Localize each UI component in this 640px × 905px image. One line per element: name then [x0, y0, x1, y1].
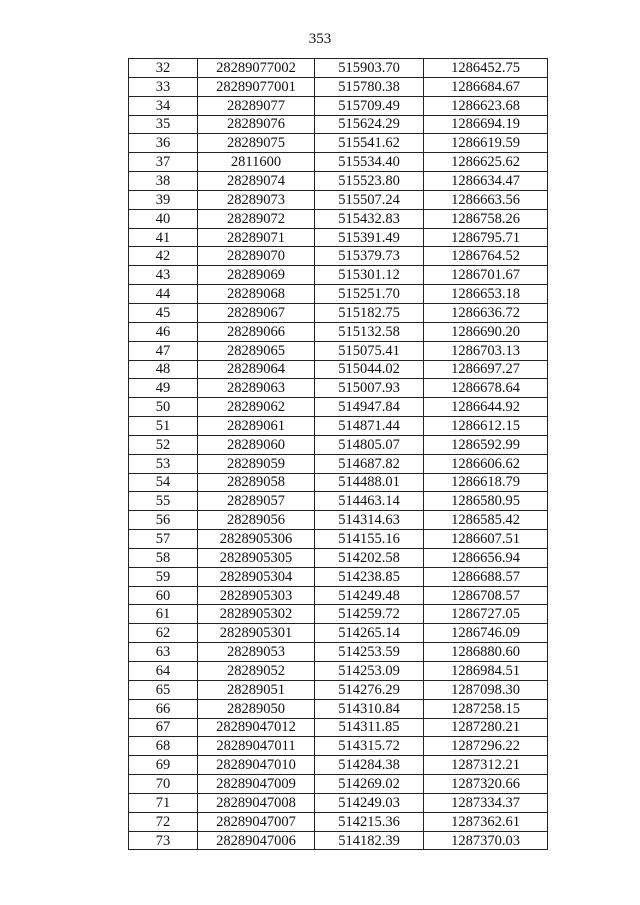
x-coordinate-cell: 515301.12	[315, 266, 424, 285]
y-coordinate-cell: 1286880.60	[424, 643, 548, 662]
table-row	[129, 209, 548, 228]
point-number-cell: 57	[129, 530, 198, 549]
point-id-cell: 28289070	[198, 247, 315, 266]
point-number-cell: 53	[129, 454, 198, 473]
point-number-cell: 66	[129, 699, 198, 718]
x-coordinate-cell: 515132.58	[315, 322, 424, 341]
point-number-cell: 65	[129, 680, 198, 699]
x-coordinate-cell: 514871.44	[315, 417, 424, 436]
x-coordinate-cell: 515075.41	[315, 341, 424, 360]
point-number-cell: 59	[129, 567, 198, 586]
y-coordinate-cell: 1286663.56	[424, 190, 548, 209]
point-number-cell: 61	[129, 605, 198, 624]
y-coordinate-cell: 1286625.62	[424, 153, 548, 172]
table-row	[129, 190, 548, 209]
y-coordinate-cell: 1286690.20	[424, 322, 548, 341]
point-number-cell: 54	[129, 473, 198, 492]
point-number-cell: 32	[129, 59, 198, 78]
table-row	[129, 322, 548, 341]
point-number-cell: 73	[129, 831, 198, 850]
y-coordinate-cell: 1286758.26	[424, 209, 548, 228]
table-row	[129, 775, 548, 794]
x-coordinate-cell: 514311.85	[315, 718, 424, 737]
point-number-cell: 67	[129, 718, 198, 737]
y-coordinate-cell: 1286634.47	[424, 172, 548, 191]
point-number-cell: 47	[129, 341, 198, 360]
point-id-cell: 28289052	[198, 662, 315, 681]
y-coordinate-cell: 1286708.57	[424, 586, 548, 605]
table-row	[129, 115, 548, 134]
point-id-cell: 28289047007	[198, 812, 315, 831]
point-id-cell: 28289061	[198, 417, 315, 436]
point-number-cell: 51	[129, 417, 198, 436]
x-coordinate-cell: 515523.80	[315, 172, 424, 191]
y-coordinate-cell: 1286618.79	[424, 473, 548, 492]
point-number-cell: 55	[129, 492, 198, 511]
x-coordinate-cell: 514259.72	[315, 605, 424, 624]
point-number-cell: 63	[129, 643, 198, 662]
point-number-cell: 37	[129, 153, 198, 172]
table-row	[129, 435, 548, 454]
point-id-cell: 28289058	[198, 473, 315, 492]
y-coordinate-cell: 1286585.42	[424, 511, 548, 530]
table-row	[129, 454, 548, 473]
point-id-cell: 28289064	[198, 360, 315, 379]
x-coordinate-cell: 515251.70	[315, 285, 424, 304]
y-coordinate-cell: 1286623.68	[424, 96, 548, 115]
point-number-cell: 71	[129, 793, 198, 812]
point-number-cell: 39	[129, 190, 198, 209]
y-coordinate-cell: 1286697.27	[424, 360, 548, 379]
table-row	[129, 77, 548, 96]
point-id-cell: 28289053	[198, 643, 315, 662]
x-coordinate-cell: 514276.29	[315, 680, 424, 699]
point-id-cell: 28289062	[198, 398, 315, 417]
y-coordinate-cell: 1287320.66	[424, 775, 548, 794]
point-number-cell: 42	[129, 247, 198, 266]
point-id-cell: 2828905304	[198, 567, 315, 586]
point-id-cell: 28289063	[198, 379, 315, 398]
point-id-cell: 28289077	[198, 96, 315, 115]
table-row	[129, 228, 548, 247]
y-coordinate-cell: 1286694.19	[424, 115, 548, 134]
x-coordinate-cell: 514687.82	[315, 454, 424, 473]
y-coordinate-cell: 1286688.57	[424, 567, 548, 586]
y-coordinate-cell: 1287362.61	[424, 812, 548, 831]
point-id-cell: 28289050	[198, 699, 315, 718]
point-id-cell: 2811600	[198, 153, 315, 172]
y-coordinate-cell: 1286656.94	[424, 548, 548, 567]
point-id-cell: 28289075	[198, 134, 315, 153]
x-coordinate-cell: 514284.38	[315, 756, 424, 775]
point-number-cell: 52	[129, 435, 198, 454]
point-id-cell: 28289047010	[198, 756, 315, 775]
x-coordinate-cell: 514310.84	[315, 699, 424, 718]
y-coordinate-cell: 1286701.67	[424, 266, 548, 285]
point-number-cell: 50	[129, 398, 198, 417]
table-row	[129, 379, 548, 398]
point-id-cell: 2828905302	[198, 605, 315, 624]
table-row	[129, 266, 548, 285]
table-row	[129, 567, 548, 586]
point-id-cell: 28289047006	[198, 831, 315, 850]
point-id-cell: 28289077001	[198, 77, 315, 96]
table-row	[129, 398, 548, 417]
point-id-cell: 28289068	[198, 285, 315, 304]
table-row	[129, 285, 548, 304]
y-coordinate-cell: 1286592.99	[424, 435, 548, 454]
table-row	[129, 793, 548, 812]
point-id-cell: 28289051	[198, 680, 315, 699]
y-coordinate-cell: 1287370.03	[424, 831, 548, 850]
point-number-cell: 68	[129, 737, 198, 756]
point-number-cell: 46	[129, 322, 198, 341]
point-number-cell: 45	[129, 303, 198, 322]
x-coordinate-cell: 514947.84	[315, 398, 424, 417]
point-id-cell: 2828905305	[198, 548, 315, 567]
y-coordinate-cell: 1287296.22	[424, 737, 548, 756]
x-coordinate-cell: 515903.70	[315, 59, 424, 78]
point-id-cell: 28289072	[198, 209, 315, 228]
x-coordinate-cell: 514182.39	[315, 831, 424, 850]
x-coordinate-cell: 514269.02	[315, 775, 424, 794]
y-coordinate-cell: 1286795.71	[424, 228, 548, 247]
x-coordinate-cell: 515182.75	[315, 303, 424, 322]
table-row	[129, 680, 548, 699]
page-number: 353	[308, 31, 332, 47]
y-coordinate-cell: 1286764.52	[424, 247, 548, 266]
point-id-cell: 28289060	[198, 435, 315, 454]
table-row	[129, 303, 548, 322]
x-coordinate-cell: 514253.59	[315, 643, 424, 662]
table-row	[129, 605, 548, 624]
x-coordinate-cell: 515780.38	[315, 77, 424, 96]
table-row	[129, 247, 548, 266]
point-number-cell: 58	[129, 548, 198, 567]
x-coordinate-cell: 515541.62	[315, 134, 424, 153]
point-number-cell: 38	[129, 172, 198, 191]
table-row	[129, 624, 548, 643]
y-coordinate-cell: 1287258.15	[424, 699, 548, 718]
y-coordinate-cell: 1286607.51	[424, 530, 548, 549]
x-coordinate-cell: 515391.49	[315, 228, 424, 247]
table-row	[129, 96, 548, 115]
point-id-cell: 28289047012	[198, 718, 315, 737]
point-id-cell: 28289056	[198, 511, 315, 530]
point-number-cell: 56	[129, 511, 198, 530]
point-id-cell: 28289047011	[198, 737, 315, 756]
y-coordinate-cell: 1287098.30	[424, 680, 548, 699]
table-row	[129, 360, 548, 379]
point-number-cell: 72	[129, 812, 198, 831]
point-number-cell: 69	[129, 756, 198, 775]
point-id-cell: 28289073	[198, 190, 315, 209]
x-coordinate-cell: 515007.93	[315, 379, 424, 398]
point-number-cell: 34	[129, 96, 198, 115]
table-row	[129, 341, 548, 360]
x-coordinate-cell: 514265.14	[315, 624, 424, 643]
x-coordinate-cell: 514463.14	[315, 492, 424, 511]
table-row	[129, 134, 548, 153]
table-row	[129, 548, 548, 567]
x-coordinate-cell: 515709.49	[315, 96, 424, 115]
point-id-cell: 28289057	[198, 492, 315, 511]
table-row	[129, 812, 548, 831]
y-coordinate-cell: 1286612.15	[424, 417, 548, 436]
point-number-cell: 60	[129, 586, 198, 605]
point-number-cell: 36	[129, 134, 198, 153]
y-coordinate-cell: 1286684.67	[424, 77, 548, 96]
table-row	[129, 643, 548, 662]
table-row	[129, 718, 548, 737]
coordinates-table	[128, 58, 548, 850]
y-coordinate-cell: 1286636.72	[424, 303, 548, 322]
point-id-cell: 2828905306	[198, 530, 315, 549]
table-row	[129, 831, 548, 850]
y-coordinate-cell: 1286727.05	[424, 605, 548, 624]
y-coordinate-cell: 1287334.37	[424, 793, 548, 812]
x-coordinate-cell: 515379.73	[315, 247, 424, 266]
x-coordinate-cell: 514155.16	[315, 530, 424, 549]
point-number-cell: 49	[129, 379, 198, 398]
point-id-cell: 28289047009	[198, 775, 315, 794]
table-row	[129, 530, 548, 549]
y-coordinate-cell: 1286580.95	[424, 492, 548, 511]
y-coordinate-cell: 1287312.21	[424, 756, 548, 775]
y-coordinate-cell: 1286452.75	[424, 59, 548, 78]
table-row	[129, 756, 548, 775]
point-number-cell: 40	[129, 209, 198, 228]
x-coordinate-cell: 515534.40	[315, 153, 424, 172]
table-row	[129, 737, 548, 756]
y-coordinate-cell: 1286984.51	[424, 662, 548, 681]
point-id-cell: 28289067	[198, 303, 315, 322]
x-coordinate-cell: 514202.58	[315, 548, 424, 567]
x-coordinate-cell: 514215.36	[315, 812, 424, 831]
point-id-cell: 28289071	[198, 228, 315, 247]
point-id-cell: 28289076	[198, 115, 315, 134]
x-coordinate-cell: 515044.02	[315, 360, 424, 379]
y-coordinate-cell: 1286619.59	[424, 134, 548, 153]
table-row	[129, 699, 548, 718]
point-id-cell: 28289059	[198, 454, 315, 473]
point-number-cell: 33	[129, 77, 198, 96]
point-number-cell: 64	[129, 662, 198, 681]
coordinates-table-body	[129, 59, 548, 850]
y-coordinate-cell: 1286703.13	[424, 341, 548, 360]
point-id-cell: 28289066	[198, 322, 315, 341]
x-coordinate-cell: 514249.03	[315, 793, 424, 812]
point-id-cell: 28289074	[198, 172, 315, 191]
y-coordinate-cell: 1286746.09	[424, 624, 548, 643]
table-row	[129, 172, 548, 191]
x-coordinate-cell: 514314.63	[315, 511, 424, 530]
table-row	[129, 59, 548, 78]
point-id-cell: 28289047008	[198, 793, 315, 812]
point-number-cell: 70	[129, 775, 198, 794]
y-coordinate-cell: 1286653.18	[424, 285, 548, 304]
x-coordinate-cell: 514249.48	[315, 586, 424, 605]
table-row	[129, 586, 548, 605]
x-coordinate-cell: 515432.83	[315, 209, 424, 228]
point-id-cell: 2828905303	[198, 586, 315, 605]
y-coordinate-cell: 1286644.92	[424, 398, 548, 417]
point-id-cell: 28289065	[198, 341, 315, 360]
y-coordinate-cell: 1286606.62	[424, 454, 548, 473]
table-row	[129, 492, 548, 511]
x-coordinate-cell: 515624.29	[315, 115, 424, 134]
x-coordinate-cell: 514253.09	[315, 662, 424, 681]
point-number-cell: 41	[129, 228, 198, 247]
table-row	[129, 662, 548, 681]
point-number-cell: 62	[129, 624, 198, 643]
x-coordinate-cell: 515507.24	[315, 190, 424, 209]
y-coordinate-cell: 1287280.21	[424, 718, 548, 737]
point-id-cell: 28289069	[198, 266, 315, 285]
point-number-cell: 48	[129, 360, 198, 379]
x-coordinate-cell: 514238.85	[315, 567, 424, 586]
point-id-cell: 2828905301	[198, 624, 315, 643]
x-coordinate-cell: 514315.72	[315, 737, 424, 756]
point-id-cell: 28289077002	[198, 59, 315, 78]
table-row	[129, 153, 548, 172]
point-number-cell: 44	[129, 285, 198, 304]
table-row	[129, 511, 548, 530]
point-number-cell: 43	[129, 266, 198, 285]
table-row	[129, 417, 548, 436]
point-number-cell: 35	[129, 115, 198, 134]
y-coordinate-cell: 1286678.64	[424, 379, 548, 398]
x-coordinate-cell: 514805.07	[315, 435, 424, 454]
table-row	[129, 473, 548, 492]
x-coordinate-cell: 514488.01	[315, 473, 424, 492]
